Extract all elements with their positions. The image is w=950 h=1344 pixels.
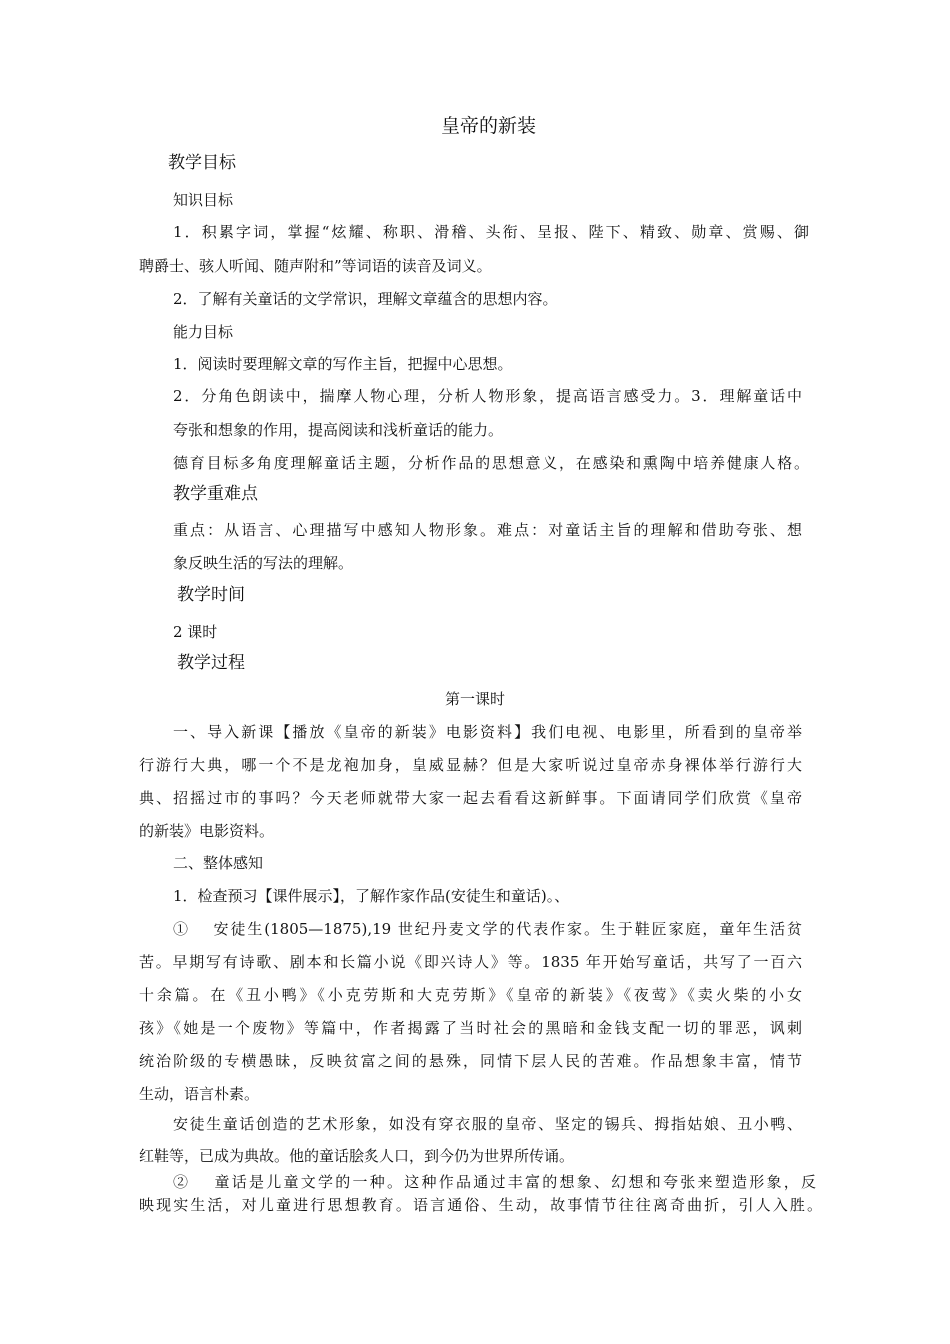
paragraph-line: 行游行大典，哪一个不是龙袍加身，皇威显赫？但是大家听说过皇帝赤身裸体举行游行大	[139, 756, 802, 774]
paragraph-line: 苦。早期写有诗歌、剧本和长篇小说《即兴诗人》等。1835 年开始写童话，共写了一百六	[139, 953, 802, 971]
paragraph-line: 的新装》电影资料。	[139, 822, 275, 840]
paragraph-line: 重点：从语言、心理描写中感知人物形象。难点：对童话主旨的理解和借助夸张、想	[173, 521, 802, 539]
paragraph-line: 1．检查预习【课件展示】，了解作家作品(安徒生和童话)。、	[173, 887, 570, 905]
paragraph-line: 夸张和想象的作用，提高阅读和浅析童话的能力。	[173, 421, 504, 439]
paragraph-line: 一、导入新课【播放《皇帝的新装》电影资料】我们电视、电影里，所看到的皇帝举	[173, 723, 802, 741]
paragraph-line: 统治阶级的专横愚昧，反映贫富之间的悬殊，同情下层人民的苦难。作品想象丰富，情节	[139, 1052, 802, 1070]
paragraph-line: 生动，语言朴素。	[139, 1085, 260, 1103]
paragraph-line: 象反映生活的写法的理解。	[173, 554, 354, 572]
teaching-time-value: 2 课时	[173, 623, 218, 641]
subheading-knowledge-goals: 知识目标	[173, 191, 234, 209]
paragraph-line: 1．阅读时要理解文章的写作主旨，把握中心思想。	[173, 355, 513, 373]
paragraph-line: ② 童话是儿童文学的一种。这种作品通过丰富的想象、幻想和夸张来塑造形象，反	[173, 1173, 816, 1191]
paragraph-line: 德育目标多角度理解童话主题，分析作品的思想意义，在感染和熏陶中培养健康人格。	[173, 454, 809, 472]
paragraph-line: 安徒生童话创造的艺术形象，如没有穿衣服的皇帝、坚定的锡兵、拇指姑娘、丑小鸭、	[173, 1115, 802, 1133]
paragraph-line: 2．了解有关童话的文学常识，理解文章蕴含的思想内容。	[173, 290, 558, 308]
lesson-heading: 第一课时	[444, 690, 505, 708]
paragraph-line: 红鞋等，已成为典故。他的童话脍炙人口，到今仍为世界所传诵。	[139, 1147, 575, 1165]
paragraph-line: 2．分角色朗读中，揣摩人物心理，分析人物形象，提高语言感受力。3．理解童话中	[173, 387, 802, 405]
heading-teaching-goals: 教学目标	[168, 153, 236, 173]
paragraph-line: 映现实生活，对儿童进行思想教育。语言通俗、生动，故事情节往往离奇曲折，引人入胜。	[139, 1196, 822, 1214]
section-heading: 二、整体感知	[173, 854, 264, 872]
document-title: 皇帝的新装	[440, 115, 536, 137]
paragraph-line: 1．积累字词，掌握“炫耀、称职、滑稽、头衔、呈报、陛下、精致、勋章、赏赐、御	[173, 223, 809, 241]
paragraph-line: 十余篇。在《丑小鸭》《小克劳斯和大克劳斯》《皇帝的新装》《夜莺》《卖火柴的小女	[139, 986, 802, 1004]
heading-teaching-process: 教学过程	[177, 653, 245, 673]
subheading-ability-goals: 能力目标	[173, 323, 234, 341]
paragraph-line: 典、招摇过市的事吗？今天老师就带大家一起去看看这新鲜事。下面请同学们欣赏《皇帝	[139, 789, 802, 807]
paragraph-line: 孩》《她是一个废物》等篇中，作者揭露了当时社会的黑暗和金钱支配一切的罪恶，讽刺	[139, 1019, 802, 1037]
paragraph-line: 聘爵士、骇人听闻、随声附和”等词语的读音及词义。	[139, 257, 492, 275]
heading-teaching-time: 教学时间	[177, 585, 245, 605]
heading-key-points: 教学重难点	[173, 484, 258, 504]
paragraph-line: ① 安徒生(1805—1875),19 世纪丹麦文学的代表作家。生于鞋匠家庭，童年生活贫	[173, 920, 802, 938]
